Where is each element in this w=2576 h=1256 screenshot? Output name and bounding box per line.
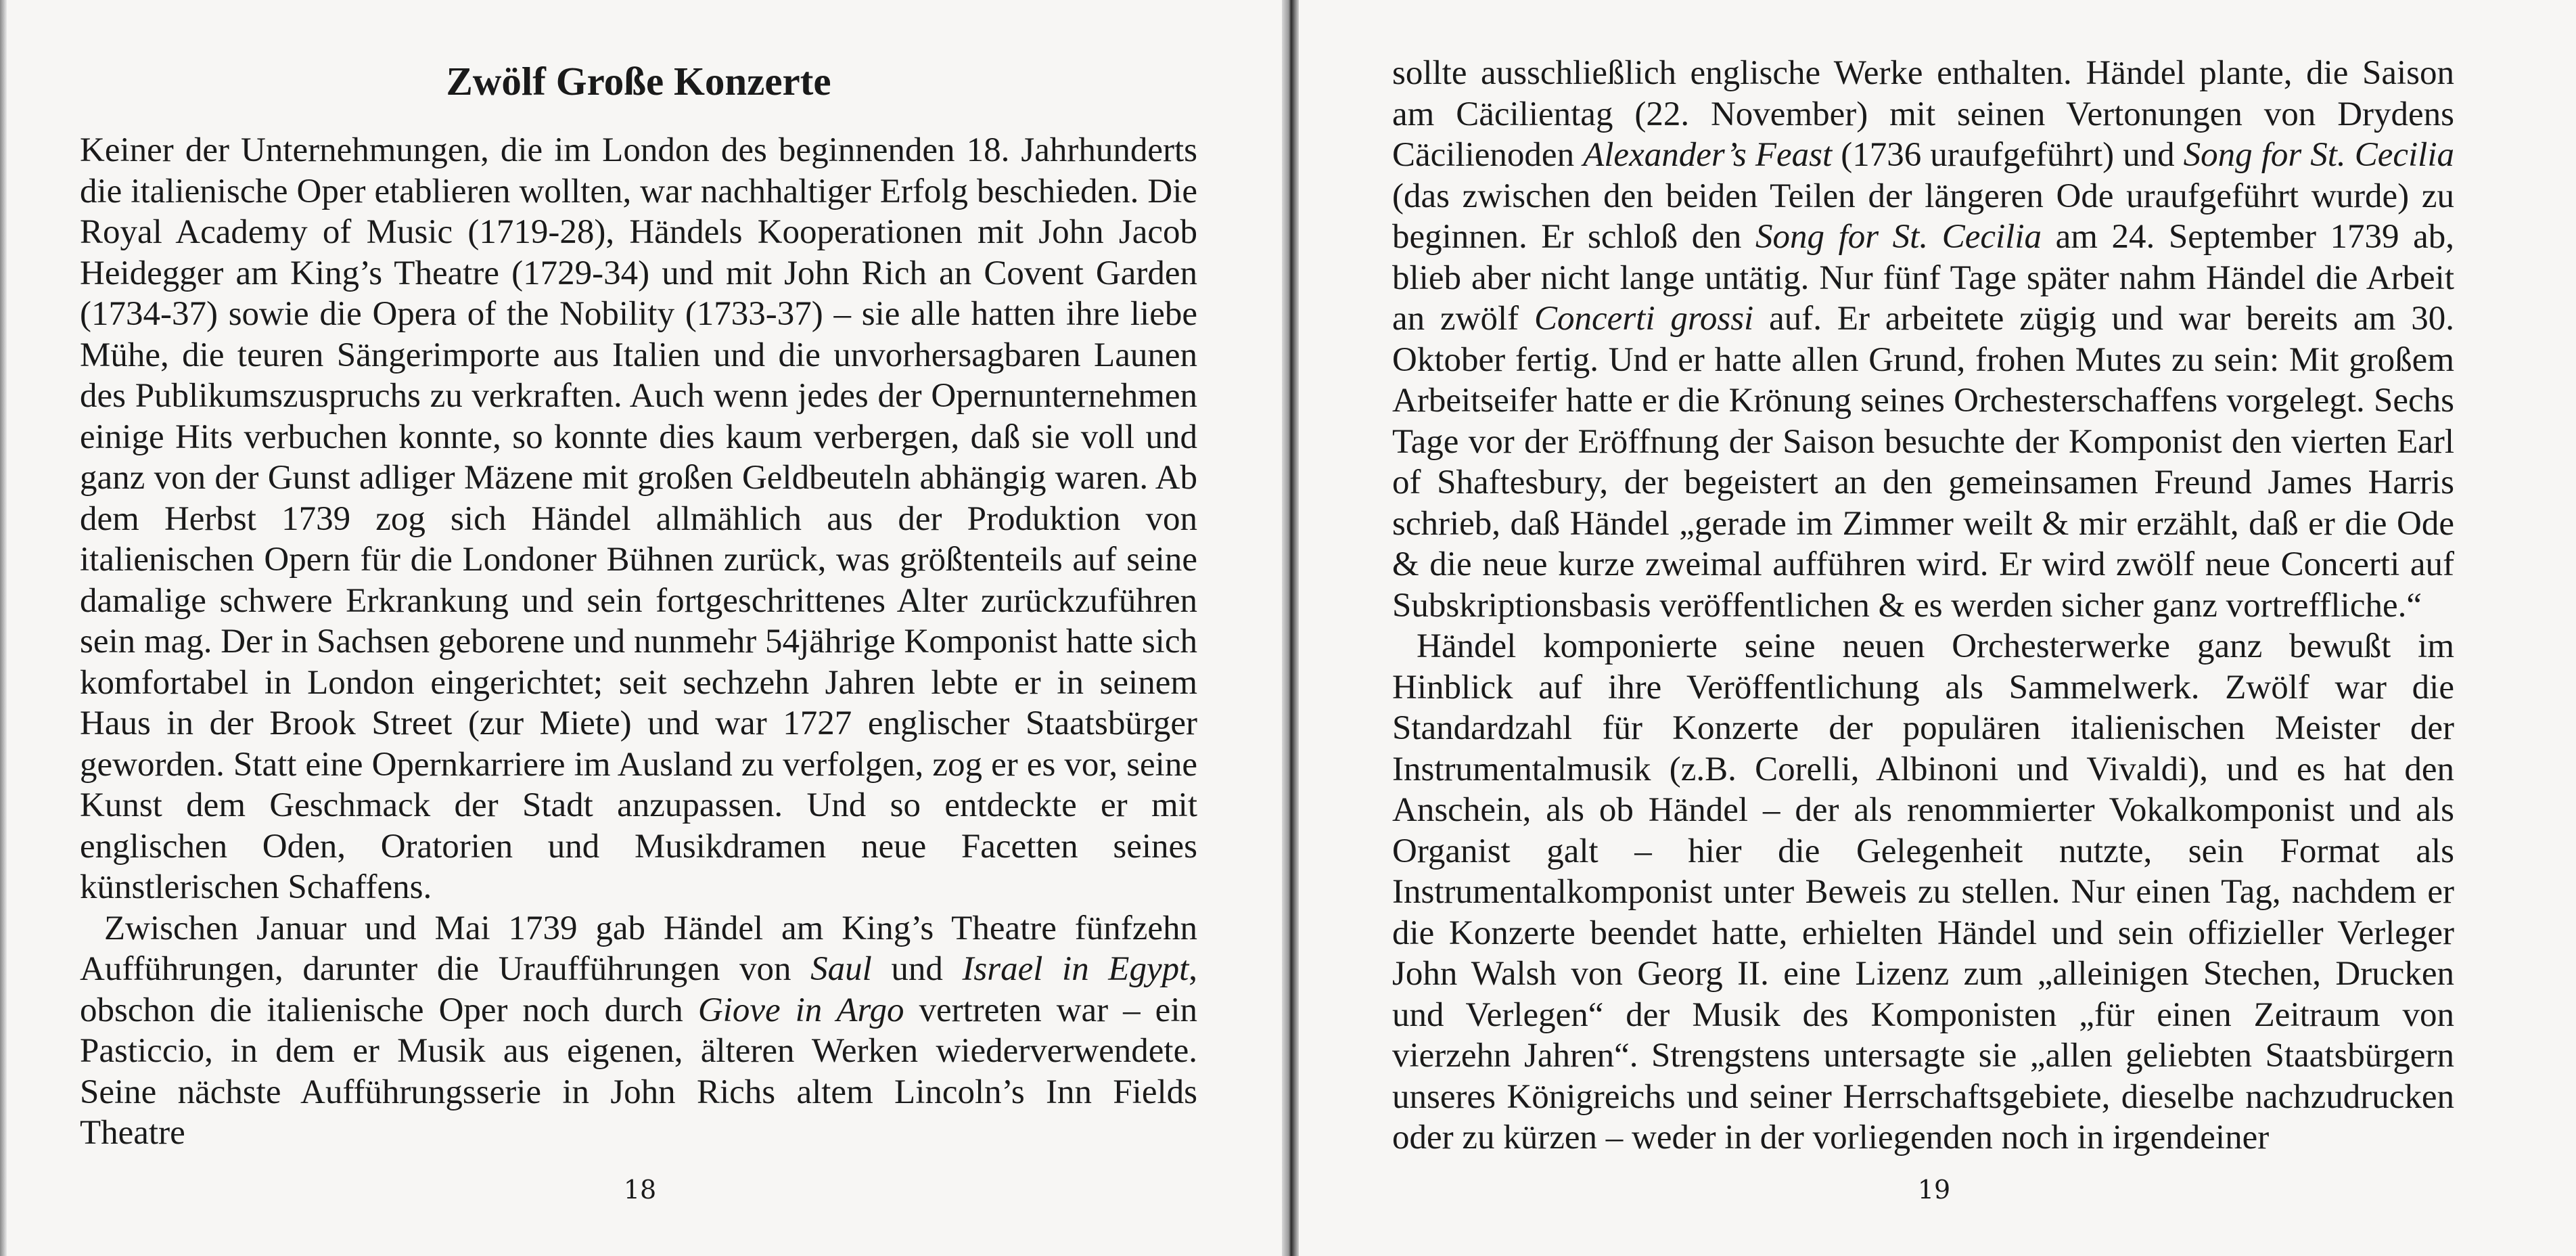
- paragraph: [1392, 626, 2454, 1159]
- text-run: Händel komponierte seine neuen Orchesterwerke ganz bewußt im Hinblick auf ihre Veröffentlichung als Sammelwerk. Zwölf war die Standardzahl für Konzerte der populären italienischen Meister der Instrumentalmusik (z.B. Corelli, Albinoni und Vivaldi), und es hat den Anschein, als ob Händel – der als renommierter Vokalkomponist und als Organist galt – hier die Gelegenheit nutzte, sein Format als Instrumentalkomponist unter Beweis zu stellen. Nur einen Tag, nachdem er die Konzerte beendet hatte, erhielten Händel und sein offizieller Verleger John Walsh von Georg II. eine Lizenz zum „alleinigen Stechen, Drucken und Verlegen“ der Musik des Komponisten „für einen Zeitraum von vierzehn Jahren“. Strengstens untersagte sie „allen geliebten Staatsbürgern unseres Königreichs und seiner Herrschaftsgebiete, dieselbe nachzudrucken oder zu kürzen – weder in der vorliegenden noch in irgendeiner: [1392, 627, 2454, 1157]
- text-run: Keiner der Unternehmungen, die im London des beginnenden 18. Jahrhunderts die italienische Oper etablieren wollten, war nachhaltiger Erfolg beschieden. Die Royal Academy of Music (1719-28), Händels Kooperationen mit John Jacob Heidegger am King’s Theatre (1729-34) und mit John Rich an Covent Garden (1734-37) sowie die Opera of the Nobility (1733-37) – sie alle hatten ihre liebe Mühe, die teuren Sängerimporte aus Italien und die unvorhersagbaren Launen des Publikumszuspruchs zu verkraften. Auch wenn jedes der Opernunternehmen einige Hits verbuchen konnte, so konnte dies kaum verbergen, daß sie voll und ganz von der Gunst adliger Mäzene mit großen Geldbeuteln abhängig waren. Ab dem Herbst 1739 zog sich Händel allmählich aus der Produktion von italienischen Opern für die Londoner Bühnen zurück, was größtenteils auf seine damalige schwere Erkrankung und sein fortgeschrittenes Alter zurückzuführen sein mag. Der in Sachsen geborene und nunmehr 54jährige Komponist hatte sich komfortabel in London eingerichtet; seit sechzehn Jahren lebte er in seinem Haus in der Brook Street (zur Miete) und war 1727 englischer Staatsbürger geworden. Statt eine Opernkarriere im Ausland zu verfolgen, zog er es vor, seine Kunst dem Geschmack der Stadt anzupassen. Und so entdeckte er mit englischen Oden, Oratorien und Musikdramen neue Facetten seines künstlerischen Schaffens.: [80, 131, 1197, 906]
- italic-title-run: Concerti grossi: [1534, 300, 1754, 338]
- text-run: vertreten war – ein Pasticcio, in dem er Musik aus eigenen, älteren Werken wiederverwendete. Seine nächste Aufführungsserie in John Richs altem Lincoln’s Inn Fields Theatre: [80, 991, 1197, 1152]
- text-run: , obschon die italienische Oper noch durch: [80, 950, 1197, 1029]
- italic-title-run: Song for St. Cecilia: [1755, 218, 2042, 256]
- paragraph: [80, 130, 1197, 908]
- italic-title-run: Song for St. Cecilia: [2183, 136, 2455, 174]
- left-page-body: [80, 130, 1197, 1154]
- left-page: [0, 0, 1282, 1256]
- italic-title-run: Giove in Argo: [697, 991, 904, 1029]
- page-number: 19: [1917, 1175, 1951, 1205]
- text-run: am 24. September 1739 ab, blieb aber nicht lange untätig. Nur fünf Tage später nahm Händel die Arbeit an zwölf: [1392, 218, 2454, 338]
- italic-title-run: Alexander’s Feast: [1583, 136, 1833, 174]
- italic-title-run: Israel in Egypt: [962, 950, 1189, 988]
- text-run: Zwischen Januar und Mai 1739 gab Händel am King’s Theatre fünfzehn Aufführungen, darunter die Uraufführungen von: [80, 909, 1197, 988]
- text-run: (1736 uraufgeführt) und: [1832, 136, 2184, 174]
- page-edge-shadow: [0, 0, 7, 1256]
- paragraph: [80, 908, 1197, 1154]
- paragraph: [1392, 53, 2454, 626]
- text-run: sollte ausschließlich englische Werke enthalten. Händel plante, die Saison am Cäcilientag (22. November) mit seinen Vertonungen von Drydens Cäcilienoden: [1392, 54, 2454, 174]
- page-number: 18: [623, 1175, 657, 1205]
- right-page: [1299, 0, 2576, 1256]
- text-run: (das zwischen den beiden Teilen der längeren Ode uraufgeführt wurde) zu beginnen. Er schloß den: [1392, 177, 2454, 256]
- right-page-body: [1392, 53, 2454, 1159]
- italic-title-run: Saul: [810, 950, 872, 988]
- article-title: Zwölf Große Konzerte: [446, 59, 831, 104]
- text-run: und: [871, 950, 963, 988]
- text-run: auf. Er arbeitete zügig und war bereits am 30. Oktober fertig. Und er hatte allen Grund, frohen Mutes zu sein: Mit großem Arbeitseifer hatte er die Krönung seines Orchesterschaffens vorgelegt. Sechs Tage vor der Eröffnung der Saison besuchte der Komponist den vierten Earl of Shaftesbury, der begeistert an den gemeinsamen Freund James Harris schrieb, daß Händel „gerade im Zimmer weilt & mir erzählt, daß er die Ode & die neue kurze zweimal aufführen wird. Er wird zwölf neue Concerti auf Subskriptionsbasis veröffentlichen & es werden sicher ganz vortreffliche.“: [1392, 300, 2454, 625]
- book-gutter: [1282, 0, 1299, 1256]
